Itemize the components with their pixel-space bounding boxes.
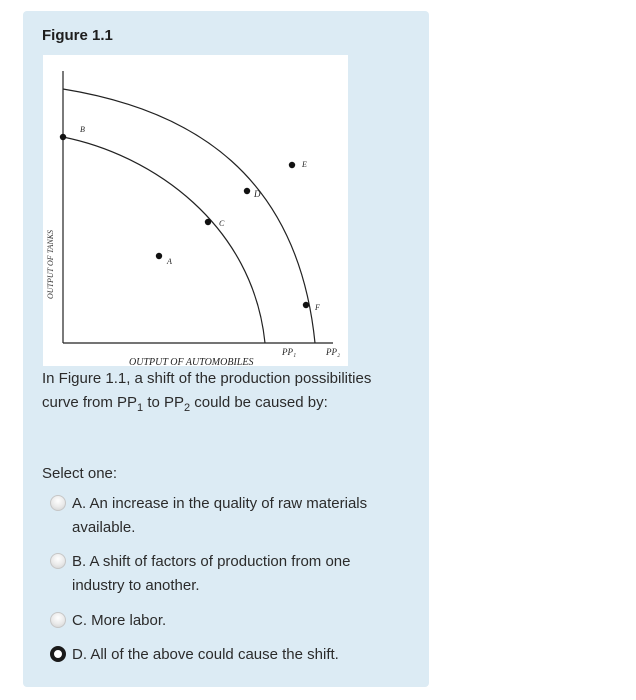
option-a-text: A. An increase in the quality of raw materials available.	[72, 495, 368, 536]
question-part3: could be caused by:	[190, 394, 328, 411]
option-d-radio[interactable]	[50, 646, 66, 662]
point-d	[244, 188, 250, 194]
label-e: E	[302, 160, 307, 169]
option-a[interactable]	[50, 492, 390, 540]
label-d: D	[254, 189, 261, 199]
question-text	[42, 367, 402, 415]
curve-pp1	[63, 137, 265, 343]
option-b-text: B. A shift of factors of production from one industry to another.	[72, 553, 351, 594]
x-axis-label: OUTPUT OF AUTOMOBILES	[129, 357, 254, 366]
label-pp1: PP₁	[282, 347, 297, 357]
point-c	[205, 219, 211, 225]
label-f: F	[315, 303, 320, 312]
y-axis-label: OUTPUT OF TANKS	[46, 229, 55, 299]
question-part2: to PP	[143, 394, 185, 411]
question-sub1: 1	[137, 402, 144, 414]
select-one-label: Select one:	[42, 465, 118, 482]
option-d-text: D. All of the above could cause the shift.	[72, 646, 339, 663]
option-a-radio[interactable]	[50, 495, 66, 511]
point-a	[156, 253, 162, 259]
option-c-radio[interactable]	[50, 612, 66, 628]
point-e	[289, 162, 295, 168]
option-c[interactable]	[50, 609, 390, 633]
label-b: B	[80, 125, 85, 134]
option-b[interactable]	[50, 550, 390, 598]
label-c: C	[219, 219, 225, 228]
option-c-text: C. More labor.	[72, 612, 167, 629]
question-sub2: 2	[184, 402, 191, 414]
ppc-graph	[43, 55, 348, 366]
question-card	[23, 11, 429, 687]
label-a: A	[167, 257, 172, 266]
point-f	[303, 302, 309, 308]
ppc-figure	[43, 55, 348, 366]
question-part1: In Figure 1.1, a shift of the production possibilities curve from PP	[42, 370, 372, 411]
figure-title: Figure 1.1	[42, 27, 113, 44]
point-b	[60, 134, 66, 140]
label-pp2: PP₂	[326, 347, 341, 357]
option-d[interactable]	[50, 643, 390, 667]
option-b-radio[interactable]	[50, 553, 66, 569]
curve-pp2	[63, 89, 315, 343]
